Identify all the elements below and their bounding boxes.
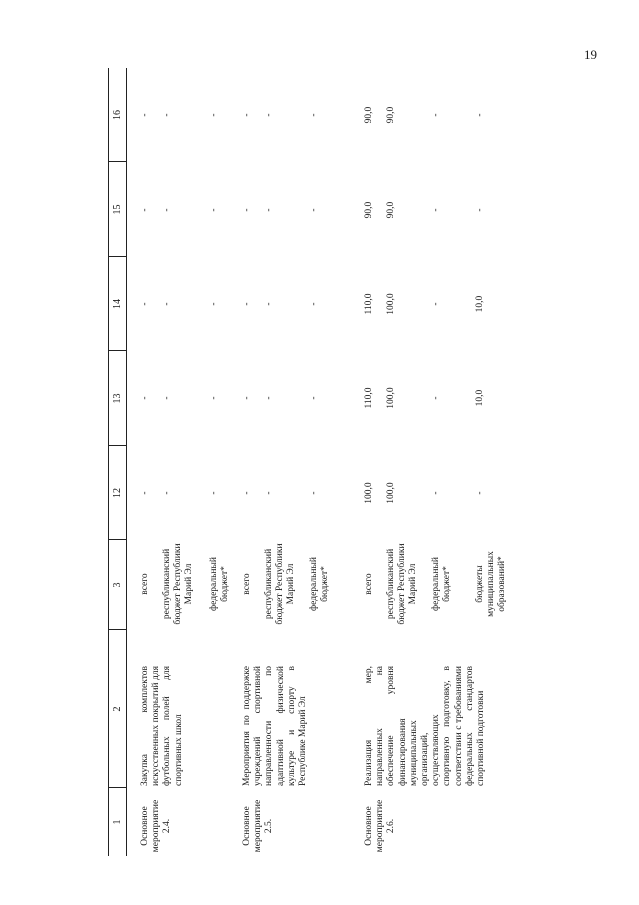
value-cell: 90,0 [364, 106, 374, 124]
value-cell: - [209, 113, 219, 117]
header-col-1: 1 [112, 819, 123, 825]
value-cell: 90,0 [364, 201, 374, 219]
row-label: Основное мероприятие 2.4. [140, 799, 173, 853]
value-cell: - [431, 396, 441, 400]
source-label: всего [242, 573, 252, 595]
value-cell: - [242, 491, 252, 495]
header-col-15: 15 [112, 204, 123, 215]
value-cell: - [140, 396, 150, 400]
value-cell: - [209, 302, 219, 306]
value-cell: - [264, 491, 274, 495]
value-cell: - [242, 113, 252, 117]
row-label: Основное мероприятие 2.5. [242, 799, 275, 853]
value-cell: - [264, 208, 274, 212]
header-col-12: 12 [112, 488, 123, 498]
value-cell: - [209, 396, 219, 400]
value-cell: - [242, 396, 252, 400]
value-cell: 90,0 [386, 106, 396, 124]
source-label: бюджеты муниципальных образований* [475, 551, 508, 617]
source-label: всего [140, 573, 150, 595]
header-col-2: 2 [112, 706, 123, 712]
value-cell: - [140, 113, 150, 117]
value-cell: 110,0 [364, 293, 374, 315]
row-description: Закупка комплектов искусственных покрытий для футбольных полей для спортивных школ [140, 666, 184, 786]
value-cell: - [309, 208, 319, 212]
value-cell: - [140, 302, 150, 306]
value-cell: - [431, 208, 441, 212]
source-label: республиканский бюджет Республики Марий Эл [386, 543, 419, 625]
value-cell: 100,0 [386, 387, 396, 409]
row-description: Мероприятия по поддержке учреждений спортивной направленности по адаптивной физической культуре и спорту в Республике Марий Эл [242, 666, 309, 786]
value-cell: - [475, 491, 485, 495]
value-cell: - [140, 491, 150, 495]
source-label: федеральный бюджет* [209, 557, 231, 611]
value-cell: - [162, 396, 172, 400]
value-cell: 100,0 [386, 293, 396, 315]
value-cell: - [242, 302, 252, 306]
value-cell: 10,0 [475, 295, 485, 313]
value-cell: - [309, 113, 319, 117]
value-cell: - [264, 396, 274, 400]
header-col-3: 3 [112, 582, 123, 588]
value-cell: - [162, 491, 172, 495]
value-cell: - [431, 491, 441, 495]
source-label: федеральный бюджет* [431, 557, 453, 611]
header-col-16: 16 [112, 110, 123, 120]
source-label: республиканский бюджет Республики Марий Эл [162, 543, 195, 625]
row-description: Реализация мер, направленных на обеспечение уровня финансирования муниципальных организаций, осуществляющих спортивную подготовку, в соответствии с требованиями федеральных стандартов спортивной подготовки [364, 666, 487, 786]
value-cell: - [209, 208, 219, 212]
value-cell: - [475, 208, 485, 212]
value-cell: - [242, 208, 252, 212]
value-cell: 110,0 [364, 387, 374, 409]
source-label: всего [364, 573, 374, 595]
value-cell: - [264, 113, 274, 117]
value-cell: 100,0 [364, 482, 374, 504]
value-cell: - [162, 208, 172, 212]
value-cell: - [309, 396, 319, 400]
row-label: Основное мероприятие 2.6. [364, 799, 397, 853]
value-cell: - [140, 208, 150, 212]
value-cell: - [431, 113, 441, 117]
value-cell: - [309, 302, 319, 306]
value-cell: 90,0 [386, 201, 396, 219]
source-label: федеральный бюджет* [309, 557, 331, 611]
value-cell: - [431, 302, 441, 306]
source-label: республиканский бюджет Республики Марий Эл [264, 543, 297, 625]
header-col-13: 13 [112, 393, 123, 404]
value-cell: 100,0 [386, 482, 396, 504]
table-header [108, 68, 127, 856]
value-cell: - [209, 491, 219, 495]
value-cell: - [475, 113, 485, 117]
page-number: 19 [584, 47, 597, 62]
header-col-14: 14 [112, 299, 123, 309]
value-cell: - [264, 302, 274, 306]
value-cell: - [162, 302, 172, 306]
value-cell: - [309, 491, 319, 495]
value-cell: - [162, 113, 172, 117]
value-cell: 10,0 [475, 389, 485, 407]
rotated-table [108, 68, 508, 856]
